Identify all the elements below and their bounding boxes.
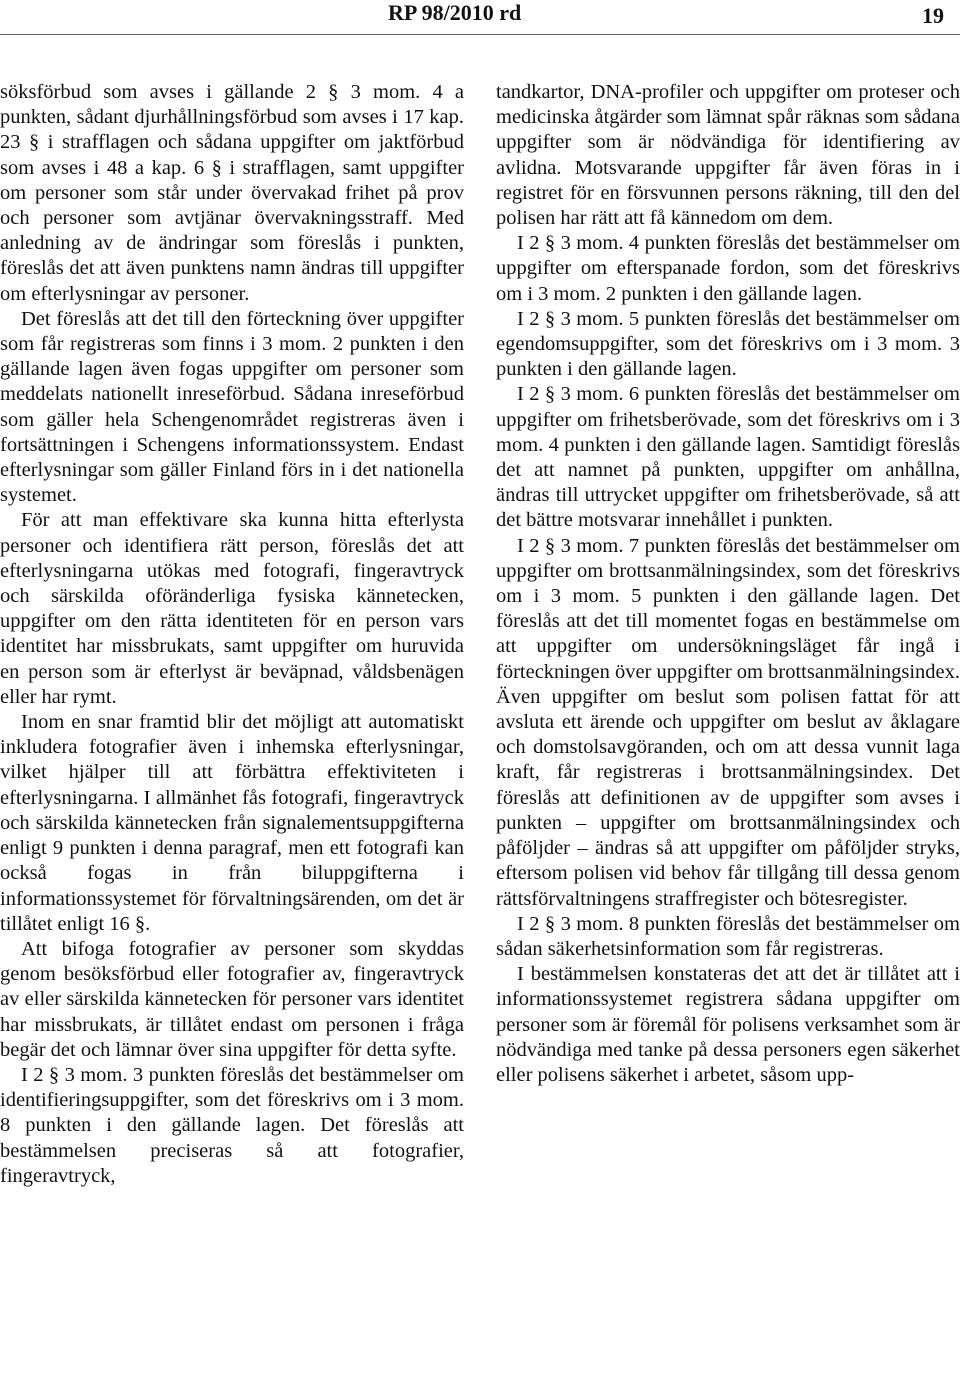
paragraph: I 2 § 3 mom. 7 punkten föreslås det bestämmelser om uppgifter om brottsanmälningsindex, som det föreskrivs om i 3 mom. 5 punkten i den gällande lagen. Det föreslås att det till momentet fogas en bestämmelse om att uppgifter om undersökningsläget får ingå i förteckningen över uppgifter om brottsanmälningsindex. Även uppgifter om beslut som polisen fattat för att avsluta ett ärende och uppgifter om beslut av åklagare och domstolsavgöranden, och om att dessa vunnit laga kraft, får registreras i brottsanmälningsindex. Det föreslås att definitionen av de uppgifter som avses i punkten – uppgifter om brottsanmälningsindex och påföljder – ändras så att uppgifter om påföljder stryks, eftersom polisen vid behov får tillgång till dessa genom rättsförvaltningens straffregister och bötesregister. bbox=[496, 534, 960, 910]
paragraph: Det föreslås att det till den förteckning över uppgifter som får registreras som finns i 3 mom. 2 punkten i den gällande lagen även fogas uppgifter om personer som meddelats nationellt inreseförbud. Sådana inreseförbud som gäller hela Schengenområdet registreras även i fortsättningen i Schengens informationssystem. Endast efterlysningar som gäller Finland förs in i det nationella systemet. bbox=[0, 307, 464, 507]
running-head: RP 98/2010 rd bbox=[388, 0, 522, 25]
paragraph: För att man effektivare ska kunna hitta efterlysta personer och identifiera rätt person, föreslås det att efterlysningarna utökas med fotografi, fingeravtryck och särskilda oföränderliga fysiska kännetecken, uppgifter om den rätta identiteten för en person vars identitet har missbrukats, samt uppgifter om huruvida en person som är efterlyst är beväpnad, våldsbenägen eller har rymt. bbox=[0, 509, 464, 708]
paragraph: Inom en snar framtid blir det möjligt att automatiskt inkludera fotografier även i inhemska efterlysningar, vilket hjälper till att förbättra effektiviteten i efterlysningarna. I allmänhet fås fotografi, fingeravtryck och särskilda kännetecken från signalementsuppgifterna enligt 9 punkten i denna paragraf, men ett fotografi kan också fogas in från biluppgifterna i informationssystemet för förvaltningsärenden, om det är tillåtet enligt 16 §. bbox=[0, 711, 464, 935]
paragraph: I 2 § 3 mom. 4 punkten föreslås det bestämmelser om uppgifter om efterspanade fordon, som det föreskrivs om i 3 mom. 2 punkten i den gällande lagen. bbox=[496, 232, 960, 305]
paragraph: söksförbud som avses i gällande 2 § 3 mom. 4 a punkten, sådant djurhållningsförbud som avses i 17 kap. 23 § i strafflagen och sådana uppgifter om jaktförbud som avses i 48 a kap. 6 § i strafflagen, samt uppgifter om personer som står under övervakad frihet på prov och personer som avtjänar övervakningsstraff. Med anledning av de ändringar som föreslås i punkten, föreslås det att även punktens namn ändras till uppgifter om efterlysningar av personer. bbox=[0, 81, 464, 305]
paragraph: I bestämmelsen konstateras det att det är tillåtet att i informationssystemet registrera sådana uppgifter om personer som är föremål för polisens verksamhet som är nödvändiga med tanke på dessa personers egen säkerhet eller polisens säkerhet i arbetet, såsom upp- bbox=[496, 963, 960, 1086]
page-header bbox=[0, 0, 960, 44]
paragraph: I 2 § 3 mom. 3 punkten föreslås det bestämmelser om identifieringsuppgifter, som det föreskrivs om i 3 mom. 8 punkten i den gällande lagen. Det föreslås att bestämmelsen preciseras så att fotografier, fingeravtryck, bbox=[0, 1063, 464, 1187]
left-column bbox=[0, 80, 464, 1392]
page-number: 19 bbox=[922, 3, 944, 28]
paragraph: Att bifoga fotografier av personer som skyddas genom besöksförbud eller fotografier av, fingeravtryck av eller särskilda kännetecken för personer vars identitet har missbrukats, är tillåtet endast om personen i fråga begär det och lämnar över sina uppgifter för detta syfte. bbox=[0, 937, 464, 1061]
paragraph: I 2 § 3 mom. 8 punkten föreslås det bestämmelser om sådan säkerhetsinformation som får registreras. bbox=[496, 912, 960, 960]
paragraph: I 2 § 3 mom. 5 punkten föreslås det bestämmelser om egendomsuppgifter, som det föreskrivs om i 3 mom. 3 punkten i den gällande lagen. bbox=[496, 307, 960, 381]
paragraph: tandkartor, DNA-profiler och uppgifter om proteser och medicinska åtgärder som lämnat spår räknas som sådana uppgifter som är nödvändiga för identifiering av avlidna. Motsvarande uppgifter får även föras in i registret för en försvunnen persons räkning, till den del polisen har rätt att få kännedom om dem. bbox=[496, 81, 960, 230]
header-rule bbox=[0, 34, 960, 35]
paragraph: I 2 § 3 mom. 6 punkten föreslås det bestämmelser om uppgifter om frihetsberövade, som det föreskrivs om i 3 mom. 4 punkten i den gällande lagen. Samtidigt föreslås det att namnet på punkten, uppgifter om anhållna, ändras till uttrycket uppgifter om frihetsberövade, så att det bättre motsvarar innehållet i punkten. bbox=[496, 383, 960, 532]
right-column bbox=[496, 80, 960, 1392]
